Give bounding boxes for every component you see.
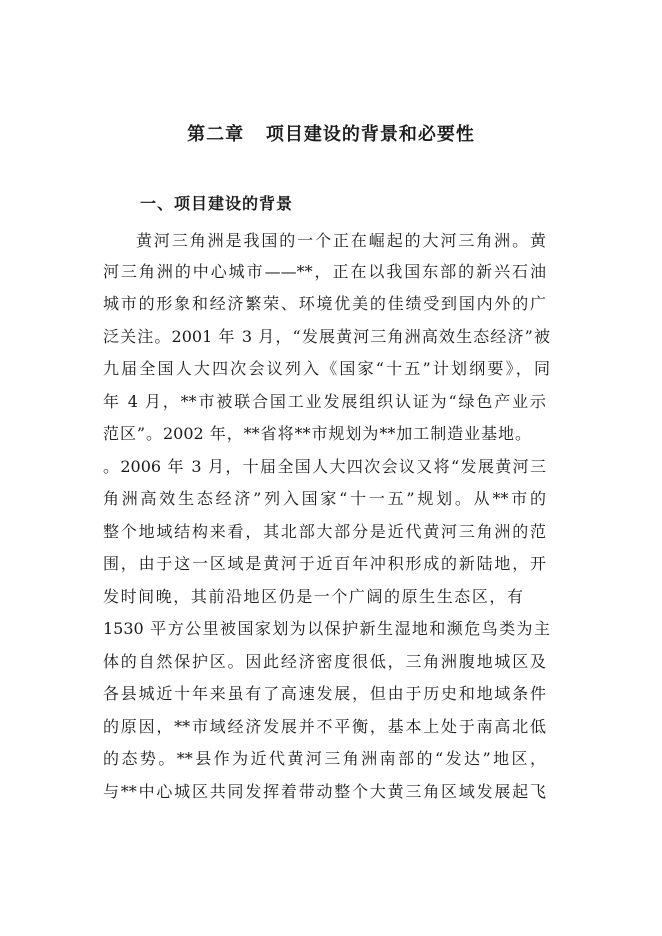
- text-line: 整个地域结构来看，其北部大部分是近代黄河三角洲的范: [103, 522, 546, 541]
- text-line: 泛关注。2001 年 3 月，“发展黄河三角洲高效生态经济”被: [103, 327, 550, 346]
- text-line: 黄河三角洲是我国的一个正在崛起的大河三角洲。黄: [136, 231, 546, 250]
- chapter-title: 第二章 项目建设的背景和必要性: [187, 124, 475, 145]
- text-line: 1530 平方公里被国家划为以保护新生湿地和濒危鸟类为主: [103, 619, 550, 638]
- text-line: 城市的形象和经济繁荣、环境优美的佳绩受到国内外的广: [103, 294, 546, 313]
- text-line: 围，由于这一区域是黄河于近百年冲积形成的新陆地，开: [103, 554, 546, 573]
- text-line: 与**中心城区共同发挥着带动整个大黄三角区域发展起飞: [103, 782, 546, 801]
- text-line: 九届全国人大四次会议列入《国家“十五”计划纲要》，同: [103, 359, 550, 378]
- section-heading: 一、项目建设的背景: [140, 194, 294, 213]
- text-line: 河三角洲的中心城市——**，正在以我国东部的新兴石油: [103, 262, 546, 281]
- text-line: 的原因，**市域经济发展并不平衡，基本上处于南高北低: [103, 717, 546, 736]
- text-line: 范区”。2002 年，**省将**市规划为**加工制造业基地。: [103, 424, 531, 443]
- text-line: 年 4 月，**市被联合国工业发展组织认证为“绿色产业示: [103, 392, 546, 411]
- text-line: 体的自然保护区。因此经济密度很低，三角洲腹地城区及: [103, 652, 546, 671]
- text-line: 。2006 年 3 月，十届全国人大四次会议又将“发展黄河三: [103, 457, 546, 476]
- text-line: 发时间晚，其前沿地区仍是一个广阔的原生生态区，有: [103, 587, 523, 606]
- text-line: 各县城近十年来虽有了高速发展，但由于历史和地域条件: [103, 684, 546, 703]
- text-line: 角洲高效生态经济”列入国家“十一五”规划。从**市的: [103, 489, 546, 508]
- text-line: 的态势。**县作为近代黄河三角洲南部的“发达”地区，: [103, 749, 546, 768]
